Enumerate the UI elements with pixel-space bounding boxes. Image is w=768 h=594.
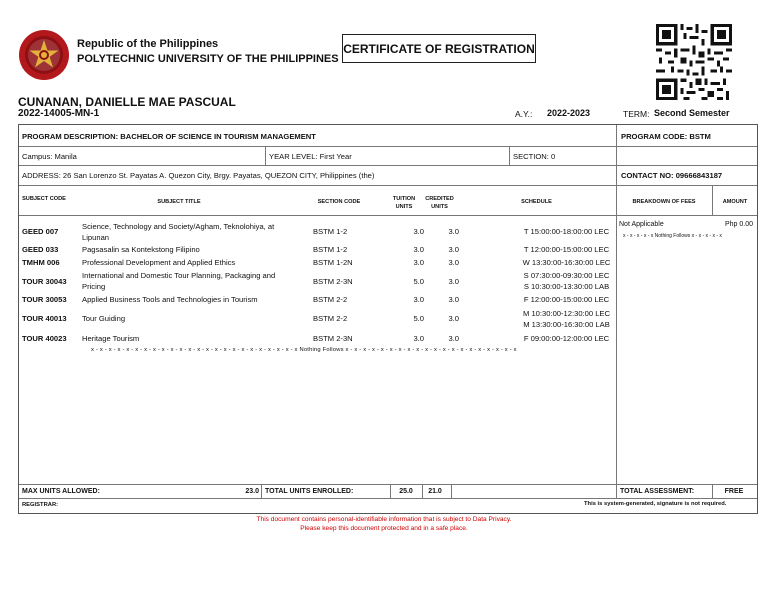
credited-units: 3.0 — [448, 295, 459, 304]
academic-year-label: A.Y.: — [515, 109, 533, 119]
total-tuition-units: 25.0 — [399, 488, 413, 495]
header-breakdown-fees: BREAKDOWN OF FEES — [632, 199, 696, 205]
academic-year-value: 2022-2023 — [547, 108, 591, 118]
schedule: M 13:30:00-16:30:00 LAB — [523, 320, 610, 329]
header-section-code: SECTION CODE — [317, 199, 361, 205]
section-code: BSTM 2-2 — [313, 295, 348, 304]
credited-units: 3.0 — [448, 314, 459, 323]
tuition-units: 3.0 — [413, 295, 424, 304]
schedule: F 09:00:00-12:00:00 LEC — [523, 334, 610, 343]
subject-code: TOUR 40023 — [22, 334, 67, 343]
header-subject-code: SUBJECT CODE — [22, 196, 66, 202]
subject-title: Heritage Tourism — [82, 334, 140, 343]
year-level: YEAR LEVEL: First Year — [269, 152, 352, 161]
tuition-units: 5.0 — [413, 277, 424, 286]
fees-nothing-follows: x - x - x - x - x Nothing Follows x - x - x - x - x — [623, 233, 722, 239]
subject-code: TOUR 30043 — [22, 277, 67, 286]
subject-code: TMHM 006 — [22, 258, 60, 267]
fee-item: Not Applicable — [619, 221, 664, 228]
address: ADDRESS: 26 San Lorenzo St. Payatas A. Quezon City, Brgy. Payatas, QUEZON CITY, Philippines (the) — [22, 171, 375, 180]
tuition-units: 3.0 — [413, 334, 424, 343]
subject-title: Tour Guiding — [82, 314, 126, 323]
subject-title: Professional Development and Applied Ethics — [82, 258, 236, 267]
program-description: PROGRAM DESCRIPTION: BACHELOR OF SCIENCE IN TOURISM MANAGEMENT — [22, 132, 316, 141]
subjects-nothing-follows: x - x - x - x - x - x - x - x - x - x - x - x - x - x - x - x - x - x - x - x - x - x - x - x Nothing Follows x - x - x - x - x - x - x - x - x - x - x - x - x - x - x - x - x - x - x - x — [91, 347, 517, 353]
credited-units: 3.0 — [448, 258, 459, 267]
term-value: Second Semester — [654, 108, 730, 118]
subject-code: TOUR 30053 — [22, 295, 67, 304]
header-credited-units: CREDITED UNITS — [425, 196, 454, 210]
schedule: M 10:30:00-12:30:00 LEC — [523, 309, 610, 318]
schedule: T 12:00:00-15:00:00 LEC — [523, 245, 610, 254]
student-name: CUNANAN, DANIELLE MAE PASCUAL — [18, 95, 236, 109]
subject-title: Science, Technology and Society/Agham, Teknolohiya, at Lipunan — [82, 222, 275, 242]
term-label: TERM: — [623, 109, 650, 119]
subject-title: Pagsasalin sa Kontekstong Filipino — [82, 245, 200, 254]
credited-units: 3.0 — [448, 277, 459, 286]
section-code: BSTM 1-2 — [313, 245, 348, 254]
privacy-notice-line2: Please keep this document protected and in a safe place. — [300, 525, 468, 532]
fee-amount: Php 0.00 — [724, 221, 753, 228]
registration-table — [18, 124, 758, 514]
campus: Campus: Manila — [22, 152, 77, 161]
subject-title: International and Domestic Tour Planning, Packaging and Pricing — [82, 271, 276, 291]
tuition-units: 3.0 — [413, 245, 424, 254]
program-code: PROGRAM CODE: BSTM — [621, 132, 711, 141]
registrar-label: REGISTRAR: — [22, 502, 59, 508]
section-code: BSTM 2-3N — [313, 277, 353, 286]
tuition-units: 3.0 — [413, 227, 424, 236]
university-heading: POLYTECHNIC UNIVERSITY OF THE PHILIPPINES — [77, 53, 339, 65]
section-code: BSTM 2-3N — [313, 334, 353, 343]
header-amount: AMOUNT — [722, 199, 748, 205]
subject-code: TOUR 40013 — [22, 314, 67, 323]
max-units-value: 23.0 — [245, 488, 259, 495]
schedule: W 13:30:00-16:30:00 LEC — [522, 258, 611, 267]
credited-units: 3.0 — [448, 334, 459, 343]
tuition-units: 3.0 — [413, 258, 424, 267]
section-code: BSTM 1-2N — [313, 258, 353, 267]
contact-number: CONTACT NO: 09666843187 — [621, 171, 723, 180]
certificate-title: CERTIFICATE OF REGISTRATION — [342, 34, 536, 63]
schedule: F 12:00:00-15:00:00 LEC — [523, 295, 610, 304]
header-subject-title: SUBJECT TITLE — [157, 199, 201, 205]
credited-units: 3.0 — [448, 227, 459, 236]
total-credited-units: 21.0 — [428, 488, 442, 495]
subject-code: GEED 007 — [22, 227, 59, 236]
student-number: 2022-14005-MN-1 — [18, 108, 100, 119]
privacy-notice-line1: This document contains personal-identifiable information that is subject to Data Privacy. — [256, 516, 512, 523]
university-seal-icon — [18, 29, 70, 81]
header-schedule: SCHEDULE — [521, 199, 552, 205]
subject-code: GEED 033 — [22, 245, 59, 254]
subject-title: Applied Business Tools and Technologies in Tourism — [82, 295, 258, 304]
credited-units: 3.0 — [448, 245, 459, 254]
schedule: S 10:30:00-13:30:00 LAB — [523, 282, 610, 291]
qr-code-icon — [656, 24, 732, 100]
max-units-label: MAX UNITS ALLOWED: — [22, 488, 100, 495]
section-code: BSTM 2-2 — [313, 314, 348, 323]
schedule: S 07:30:00-09:30:00 LEC — [523, 271, 610, 280]
header-tuition-units: TUITION UNITS — [392, 196, 416, 210]
total-units-label: TOTAL UNITS ENROLLED: — [265, 488, 354, 495]
total-assessment-label: TOTAL ASSESSMENT: — [620, 488, 695, 495]
schedule: T 15:00:00-18:00:00 LEC — [523, 227, 610, 236]
republic-heading: Republic of the Philippines — [77, 38, 219, 50]
system-generated-note: This is system-generated, signature is not required. — [584, 501, 727, 507]
tuition-units: 5.0 — [413, 314, 424, 323]
total-assessment-value: FREE — [724, 488, 744, 495]
section: SECTION: 0 — [513, 152, 556, 161]
section-code: BSTM 1-2 — [313, 227, 348, 236]
